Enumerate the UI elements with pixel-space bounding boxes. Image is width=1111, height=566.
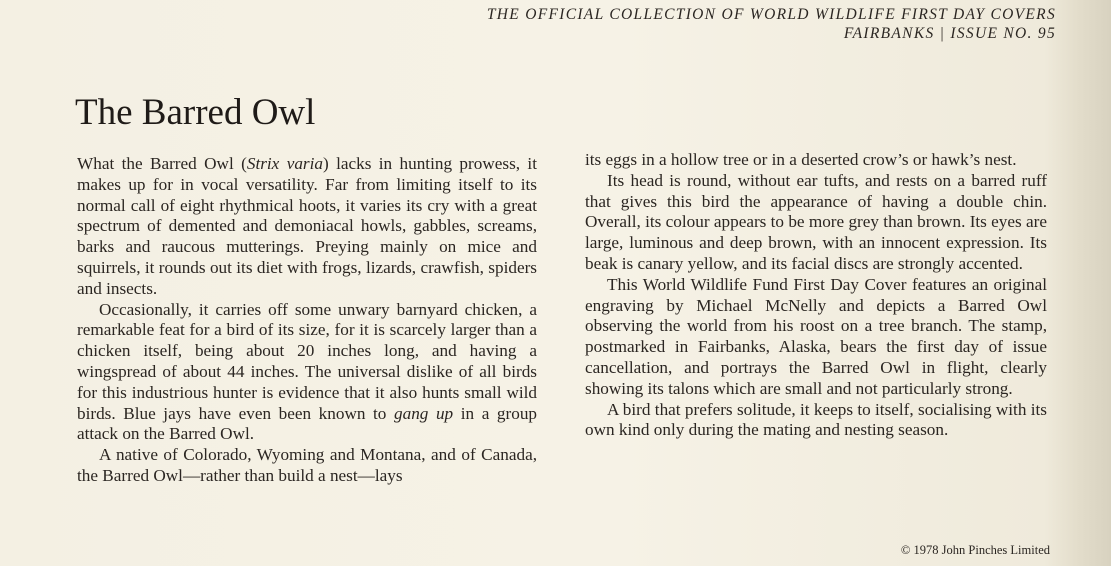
paragraph: Occasionally, it carries off some unwary barnyard chicken, a remarkable feat for a bird of its size, for it is scarcely larger than a chicken itself, being about 20 inches long, and having a wingspread of about 44 inches. The universal dislike of all birds for this industrious hunter is evidence that it also hunts small wild birds. Blue jays have even been known to gang up in a group attack on the Barred Owl. xyxy=(77,299,538,444)
collection-header xyxy=(487,5,1056,43)
paragraph: its eggs in a hollow tree or in a deserted crow’s or hawk’s nest. xyxy=(585,150,1017,169)
paragraph: A native of Colorado, Wyoming and Montana, and of Canada, the Barred Owl—rather than build a nest—lays xyxy=(77,445,537,485)
paragraph: What the Barred Owl (Strix varia) lacks in hunting prowess, it makes up for in vocal versatility. Far from limiting itself to its normal call of eight rhythmical hoots, it varies its cry with a great spectrum of demented and demoniacal howls, gabbles, screams, barks and raucous mutterings. Preying mainly on mice and squirrels, it rounds out its diet with frogs, lizards, crawfish, spiders and insects. xyxy=(77,154,537,298)
page-title: The Barred Owl xyxy=(75,92,316,133)
issue-line: FAIRBANKS | ISSUE NO. 95 xyxy=(843,25,1056,42)
copyright-notice: © 1978 John Pinches Limited xyxy=(900,543,1050,557)
paragraph: This World Wildlife Fund First Day Cover features an original engraving by Michael McNelly and depicts a Barred Owl observing the world from his roost on a tree branch. The stamp, postmarked in Fairbanks, Alaska, bears the first day of issue cancellation, and portrays the Barred Owl in flight, clearly showing its talons which are small and not particularly strong. xyxy=(585,274,1047,398)
left-column xyxy=(77,154,537,487)
collection-title: THE OFFICIAL COLLECTION OF WORLD WILDLIFE FIRST DAY COVERS xyxy=(486,6,1056,23)
paragraph: A bird that prefers solitude, it keeps to itself, socialising with its own kind only during the mating and nesting season. xyxy=(585,399,1047,440)
right-column xyxy=(585,150,1047,441)
paragraph: Its head is round, without ear tufts, and rests on a barred ruff that gives this bird the appearance of having a double chin. Overall, its colour appears to be more grey than brown. Its eyes are large, luminous and deep brown, with an innocent expression. Its beak is canary yellow, and its facial discs are strongly accented. xyxy=(585,170,1047,273)
